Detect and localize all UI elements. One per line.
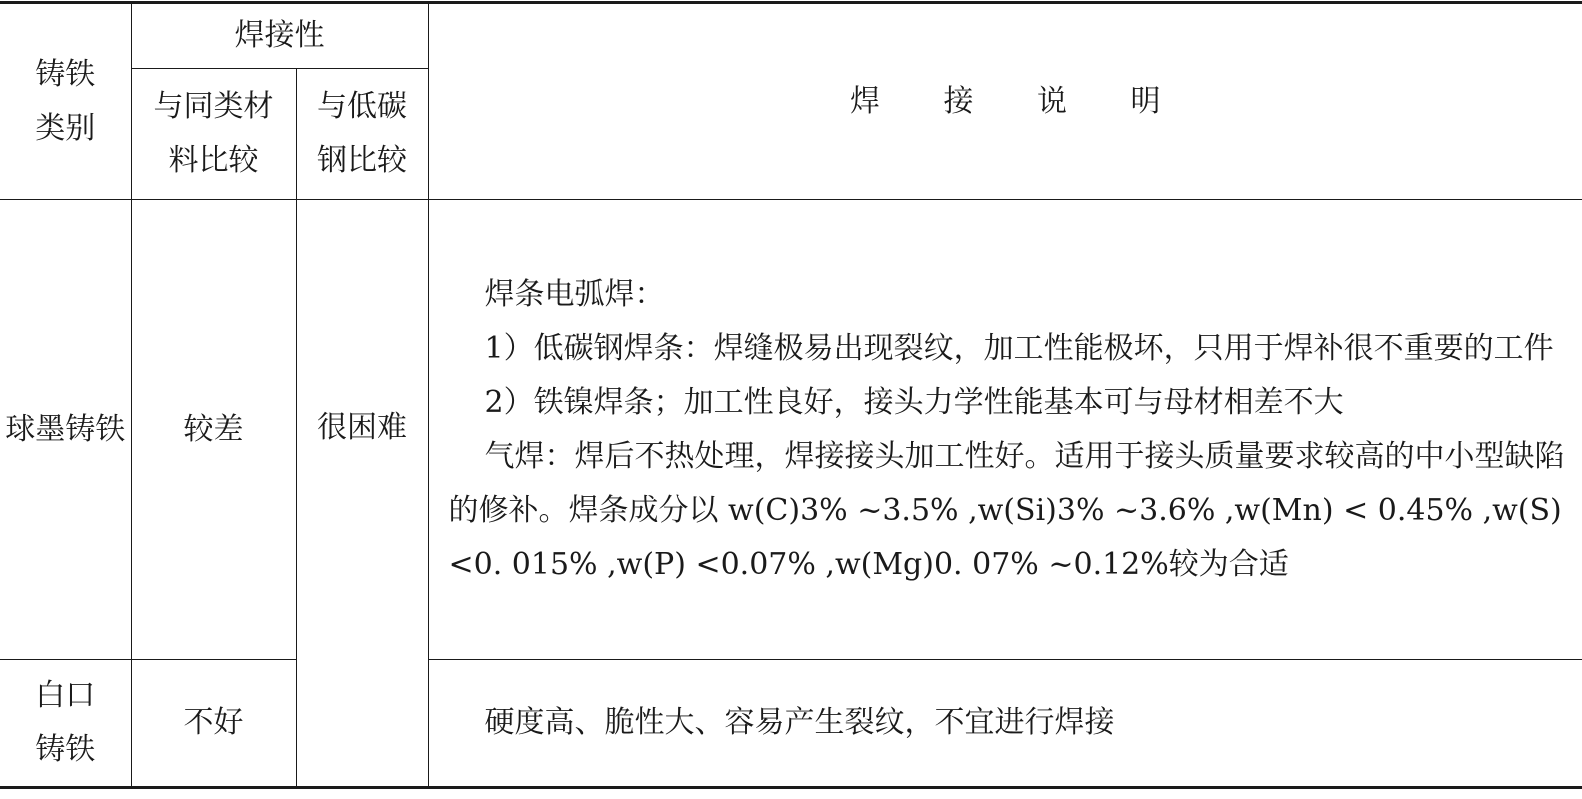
row-white-category-line-1: 白口 bbox=[35, 678, 96, 713]
header-category-line-2: 类别 bbox=[35, 110, 96, 146]
row-white-description bbox=[428, 660, 1582, 788]
row-white-category-line-2: 铸铁 bbox=[35, 732, 96, 767]
desc-line-low-carbon-electrode: 1）低碳钢焊条：焊缝极易出现裂纹，加工性能极坏，只用于焊补很不重要的工件 bbox=[484, 330, 1554, 366]
row-nodular-category: 球墨铸铁 bbox=[0, 200, 131, 660]
row-white-same-material: 不好 bbox=[131, 660, 296, 788]
row-low-carbon-merged: 很困难 bbox=[296, 200, 428, 788]
desc-line-gas-welding: 气焊：焊后不热处理，焊接接头加工性好。适用于接头质量要求较高的中小型缺陷的修补。焊条成分以 w(C)3% ~3.5% ,w(Si)3% ~3.6% ,w(Mn) < 0.45% ,w(S) <0. 015% ,w(P) <0.07% ,w(Mg)0. 07% ~0.12%较为合适 bbox=[448, 438, 1565, 582]
desc-line-iron-nickel-electrode: 2）铁镍焊条；加工性良好，接头力学性能基本可与母材相差不大 bbox=[484, 384, 1344, 420]
header-category bbox=[0, 3, 131, 200]
welding-table bbox=[0, 1, 1582, 789]
header-description-text: 焊 接 说 明 bbox=[849, 83, 1188, 119]
desc-line-white-iron: 硬度高、脆性大、容易产生裂纹，不宜进行焊接 bbox=[484, 705, 1115, 740]
header-same-material-line-1: 与同类材 bbox=[153, 89, 274, 124]
header-category-line-1: 铸铁 bbox=[35, 56, 96, 92]
header-low-carbon-line-1: 与低碳 bbox=[317, 89, 407, 124]
header-weldability: 焊接性 bbox=[131, 3, 428, 69]
row-white-category bbox=[0, 660, 131, 788]
header-row-1 bbox=[0, 3, 1582, 69]
header-description bbox=[428, 3, 1582, 200]
header-same-material bbox=[131, 69, 296, 200]
header-low-carbon bbox=[296, 69, 428, 200]
header-same-material-line-2: 料比较 bbox=[168, 143, 259, 178]
row-nodular-description bbox=[428, 200, 1582, 660]
row-nodular-same-material: 较差 bbox=[131, 200, 296, 660]
table-row-nodular bbox=[0, 200, 1582, 660]
header-low-carbon-line-2: 钢比较 bbox=[317, 143, 407, 178]
table-row-white-iron bbox=[0, 660, 1582, 788]
desc-line-arc-welding: 焊条电弧焊： bbox=[484, 276, 665, 312]
